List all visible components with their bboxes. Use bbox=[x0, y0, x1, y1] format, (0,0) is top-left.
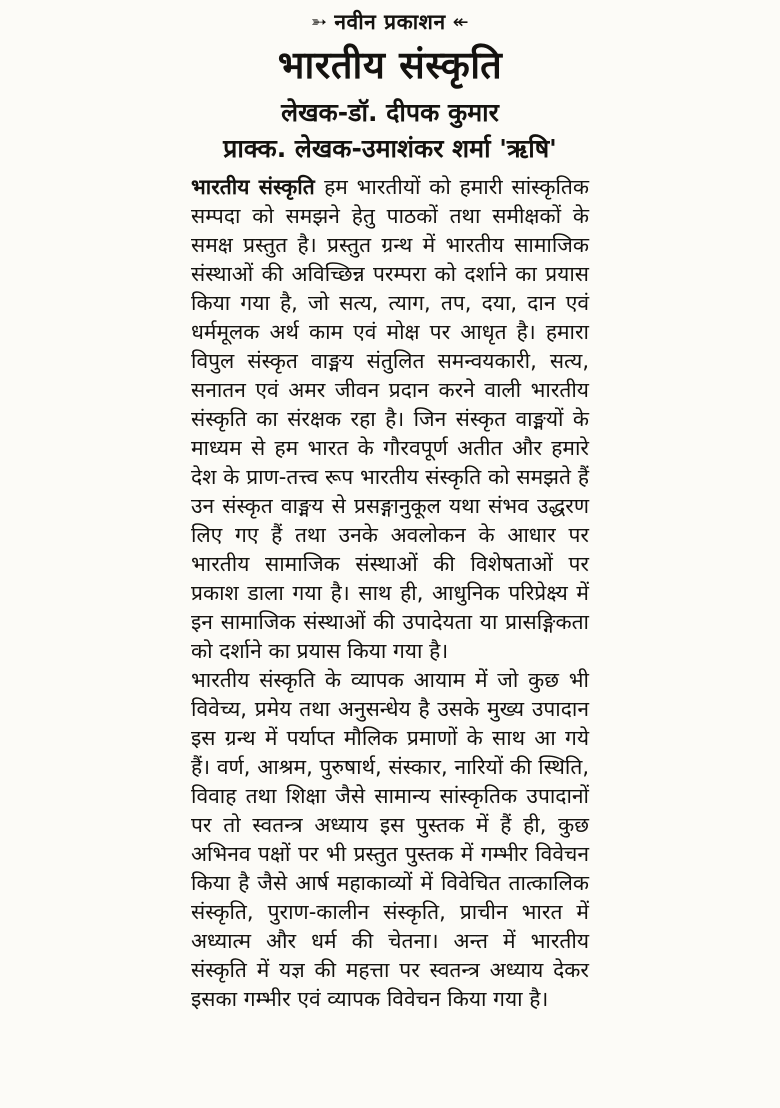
paragraph-2 bbox=[191, 666, 589, 1014]
book-title: भारतीय संस्कृति bbox=[277, 43, 503, 87]
paragraph-1 bbox=[191, 173, 589, 666]
body-text-column bbox=[191, 173, 589, 1014]
left-arrow-ornament-icon: ➳ bbox=[310, 11, 328, 33]
paragraph-1-lead: भारतीय संस्कृति bbox=[191, 175, 325, 199]
paragraph-2-text: भारतीय संस्कृति के व्यापक आयाम में जो कुछ भी विवेच्य, प्रमेय तथा अनुसन्धेय है उसके मुख्य उपादान इस ग्रन्थ में पर्याप्त मौलिक प्रमाणों के साथ आ गये हैं। वर्ण, आश्रम, पुरुषार्थ, संस्कार, नारियों की स्थिति, विवाह तथा शिक्षा जैसे सामान्य सांस्कृतिक उपादानों पर तो स्वतन्त्र अध्याय इस पुस्तक में हैं ही, कुछ अभिनव पक्षों पर भी प्रस्तुत पुस्तक में गम्भीर विवेचन किया है जैसे आर्ष महाकाव्यों में विवेचित तात्कालिक संस्कृति, पुराण-कालीन संस्कृति, प्राचीन भारत में अध्यात्म और धर्म की चेतना। अन्त में भारतीय संस्कृति में यज्ञ की महत्ता पर स्वतन्त्र अध्याय देकर इसका गम्भीर एवं व्यापक विवेचन किया गया है। bbox=[191, 668, 589, 1011]
right-arrow-ornament-icon: ↞ bbox=[452, 11, 470, 33]
publication-header bbox=[0, 8, 780, 36]
foreword-author-line: प्राक्क. लेखक-उमाशंकर शर्मा 'ऋषि' bbox=[223, 134, 557, 163]
author-line: लेखक-डॉ. दीपक कुमार bbox=[281, 98, 499, 127]
publication-header-text: नवीन प्रकाशन bbox=[334, 10, 446, 34]
paragraph-1-text: हम भारतीयों को हमारी सांस्कृतिक सम्पदा को समझने हेतु पाठकों तथा समीक्षकों के समक्ष प्रस्तुत है। प्रस्तुत ग्रन्थ में भारतीय सामाजिक संस्थाओं की अविच्छिन्न परम्परा को दर्शाने का प्रयास किया गया है, जो सत्य, त्याग, तप, दया, दान एवं धर्ममूलक अर्थ काम एवं मोक्ष पर आधृत है। हमारा विपुल संस्कृत वाङ्मय संतुलित समन्वयकारी, सत्य, सनातन एवं अमर जीवन प्रदान करने वाली भारतीय संस्कृति का संरक्षक रहा है। जिन संस्कृत वाङ्मयों के माध्यम से हम भारत के गौरवपूर्ण अतीत और हमारे देश के प्राण-तत्त्व रूप भारतीय संस्कृति को समझते हैं उन संस्कृत वाङ्मय से प्रसङ्गानुकूल यथा संभव उद्धरण लिए गए हैं तथा उनके अवलोकन के आधार पर भारतीय सामाजिक संस्थाओं की विशेषताओं पर प्रकाश डाला गया है। साथ ही, आधुनिक परिप्रेक्ष्य में इन सामाजिक संस्थाओं की उपादेयता या प्रासङ्गिकता को दर्शाने का प्रयास किया गया है। bbox=[191, 175, 589, 663]
